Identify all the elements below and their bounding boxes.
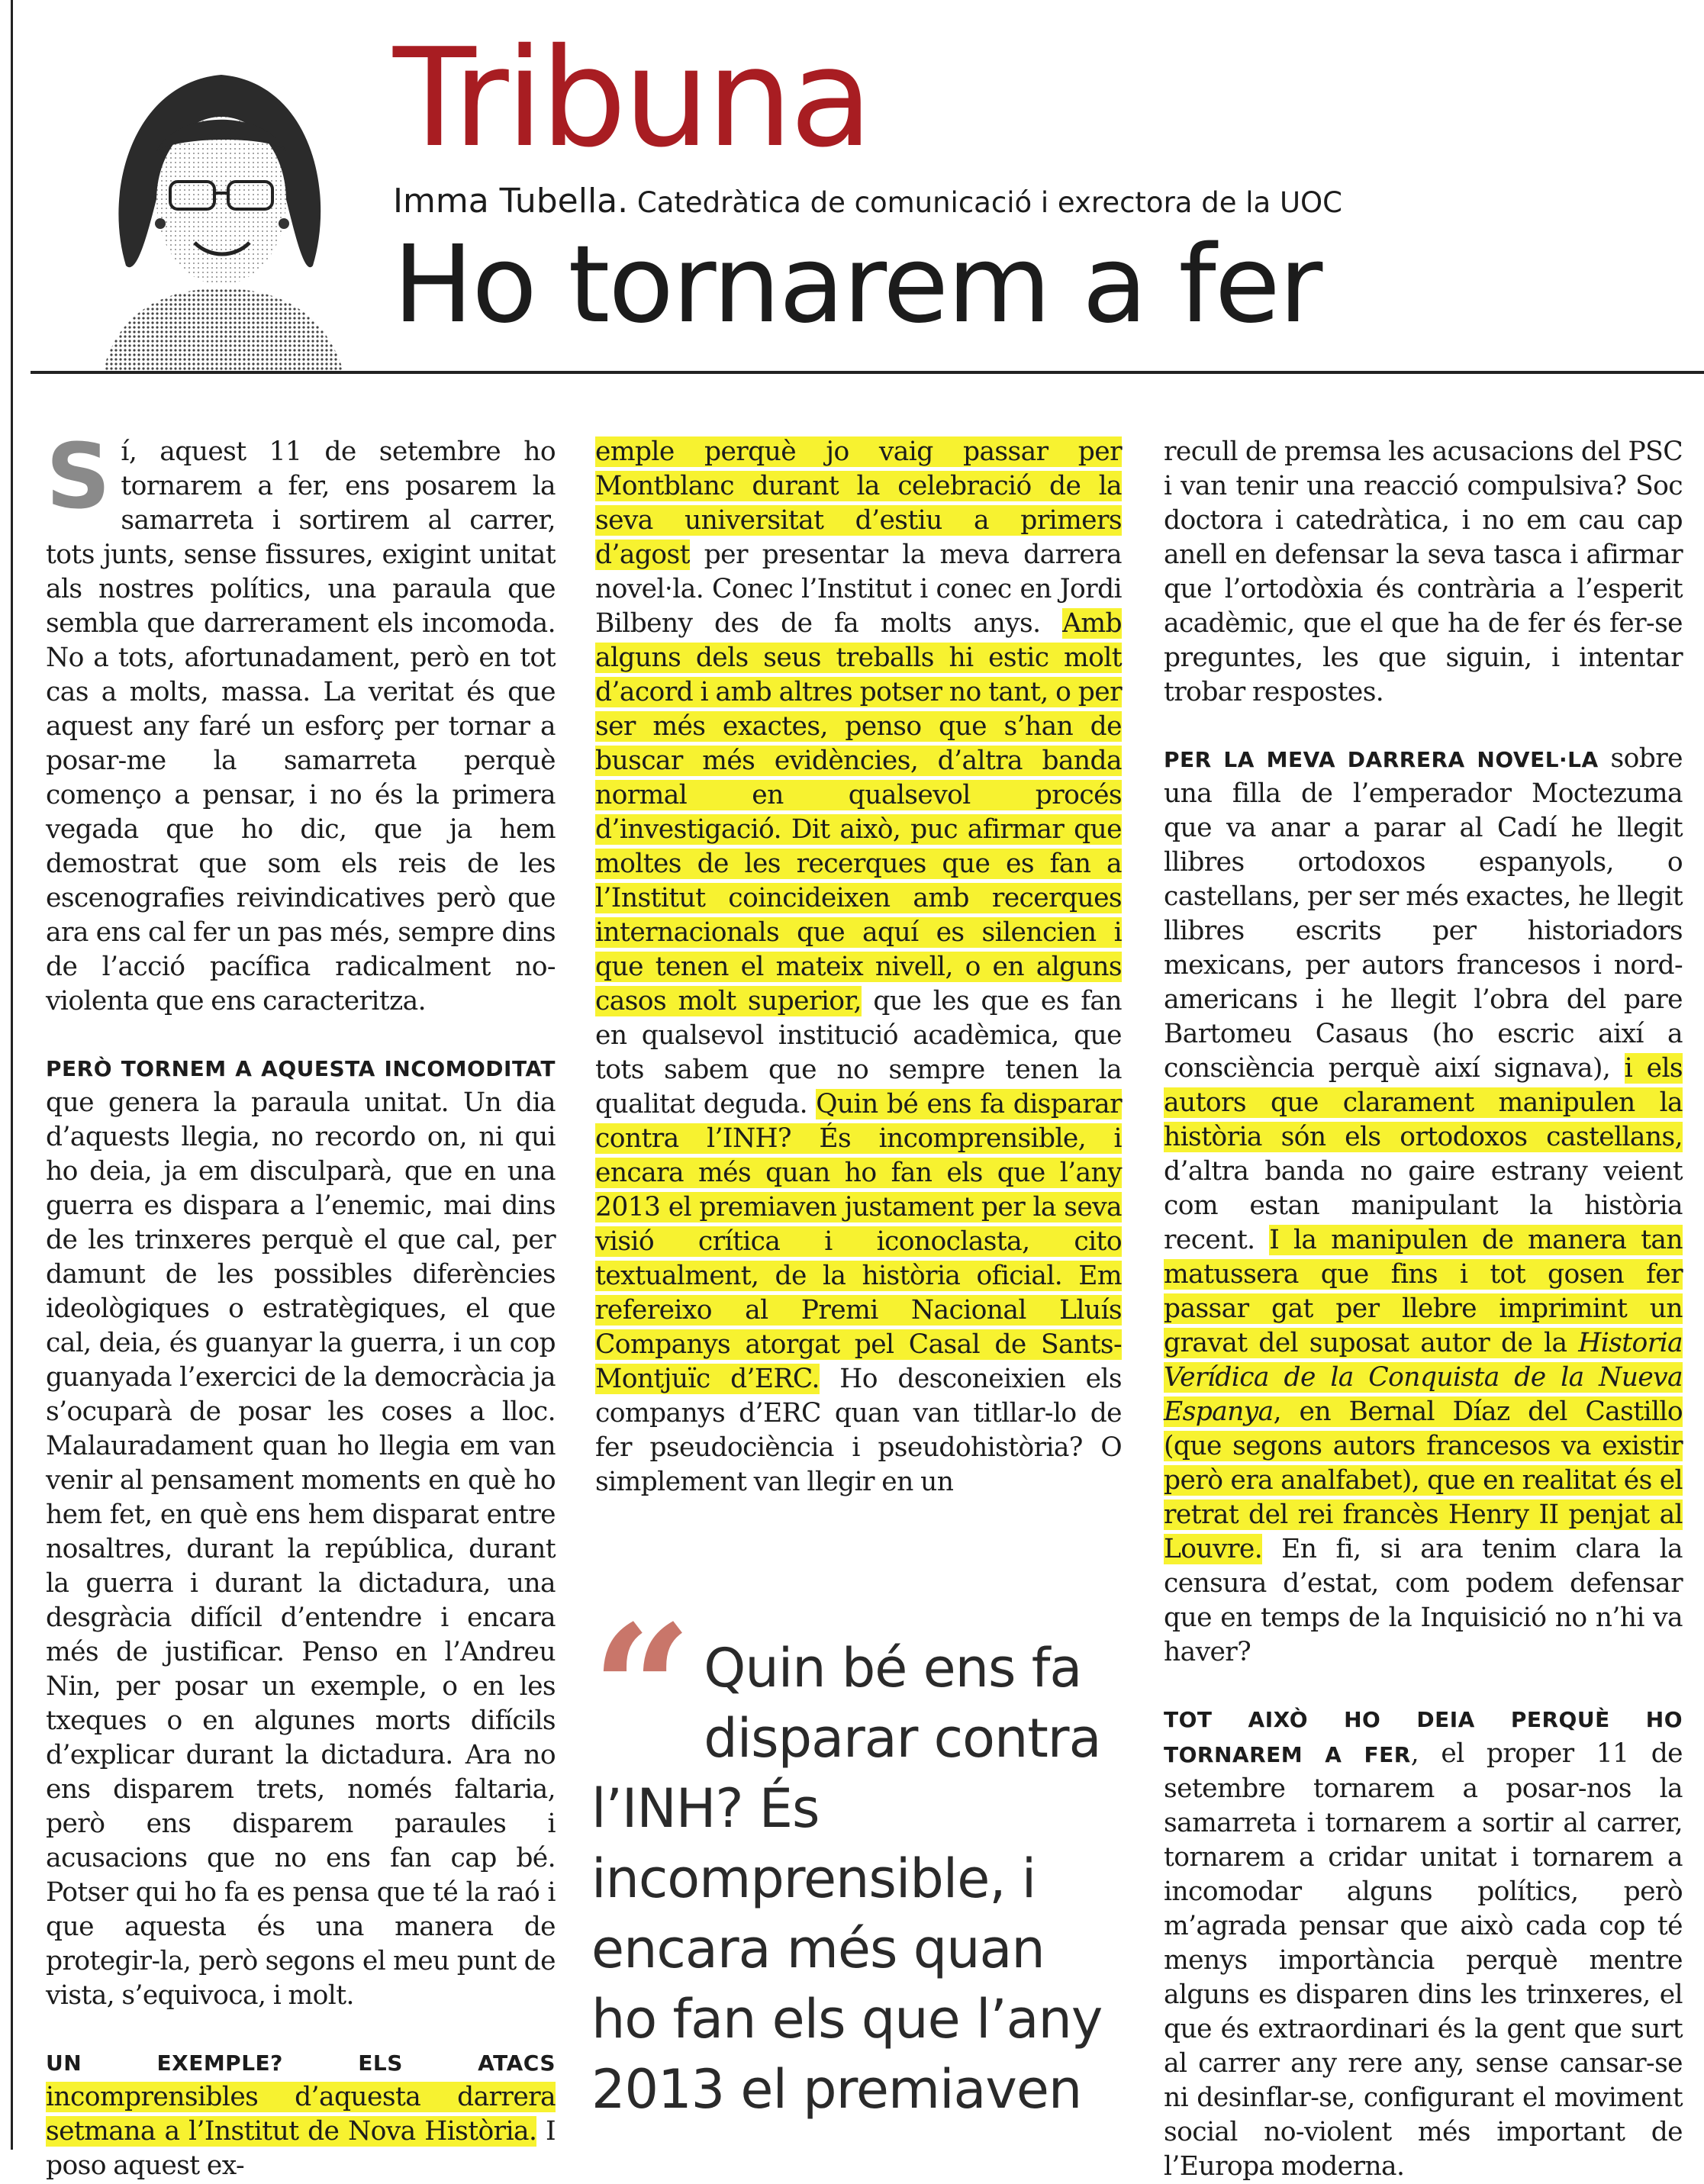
- paragraph: [46, 424, 556, 1019]
- highlighted-text: incomprensibles d’aquesta darrera setmana a l’Institut de Nova Història.: [46, 2082, 556, 2147]
- article-column-3: [1164, 435, 1683, 2184]
- highlighted-text-part: , en Bernal Díaz del Castillo (que segons autors francesos va existir però era analfabet), que en realitat és el retrat del rei francès Henry II penjat al Louvre.: [1164, 1396, 1683, 1564]
- article-headline: Ho tornarem a fer: [393, 223, 1322, 347]
- highlighted-text: Amb alguns dels seus treballs hi estic molt d’acord i amb altres potser no tant, o per ser més exactes, penso que s’han de buscar més evidències, d’altra banda normal en qualsevol procés d’investigació. Dit això, puc afirmar que moltes de les recerques que es fan a l’Institut coincideixen amb recerques internacionals que aquí es silencien i que tenen el mateix nivell, o en alguns casos molt superior,: [595, 608, 1122, 1016]
- paragraph-text: I poso aquest ex-: [46, 2116, 556, 2181]
- paragraph: [595, 435, 1122, 1499]
- paragraph-lead: PERÒ TORNEM A AQUESTA INCOMODITAT: [46, 1056, 556, 1081]
- paragraph-text: sobre una filla de l’emperador Moctezuma que va anar a parar al Cadí he llegit llibres ortodoxos espanyols, o castellans, per ser més exactes, he llegit llibres escrits per historiadors mexicans, per autors francesos i nord-americans i he llegit l’obra del pare Bartomeu Casaus (ho escric així a consciència perquè així signava),: [1164, 743, 1683, 1084]
- paragraph-text: que genera la paraula unitat. Un dia d’aquests llegia, no recordo on, ni qui ho deia, ja em disculparà, que en una guerra es dispara a l’enemic, mai dins de les trinxeres perquè el que cal, per damunt de les possibles diferències ideològiques o estratègiques, el que cal, deia, és guanyar la guerra, i un cop guanyada l’exercici de la democràcia ja s’ocuparà de posar les coses a lloc. Malauradament quan ho llegia em van venir al pensament moments en què ho hem fet, en què ens hem disparat entre nosaltres, durant la república, durant la guerra i durant la dictadura, una desgràcia difícil d’entendre i encara més de justificar. Penso en l’Andreu Nin, per posar un exemple, o en les txeques o en algunes morts difícils d’explicar durant la dictadura. Ara no ens disparem trets, només faltaria, però ens disparem paraules i acusacions que no ens fan cap bé. Potser qui ho fa es pensa que té la raó i que aquesta és una manera de protegir-la, però segons el meu punt de vista, s’equivoca, i molt.: [46, 1087, 556, 2011]
- paragraph: [46, 2045, 556, 2183]
- author-photo: [72, 37, 370, 371]
- paragraph-text: per presentar la meva darrera novel·la. Conec l’Institut i conec en Jordi Bilbeny des de fa molts anys.: [595, 540, 1122, 639]
- section-title: Tribuna: [393, 19, 870, 177]
- article-column-1: [46, 424, 556, 2183]
- article-column-2: [595, 435, 1122, 1499]
- quote-mark-icon: “: [591, 1587, 692, 1793]
- highlighted-text: [1164, 1225, 1683, 1564]
- highlighted-text: Quin bé ens fa disparar contra l’INH? És incomprensible, i encara més quan ho fan els que l’any 2013 el premiaven justament per la seva visió crítica i iconoclasta, cito textualment, de la història oficial. Em refereixo al Premi Nacional Lluís Companys atorgat pel Casal de Sants-Montjuïc d’ERC.: [595, 1089, 1122, 1394]
- byline: [393, 182, 1342, 221]
- drop-cap: S: [46, 424, 111, 529]
- paragraph-text: , el proper 11 de setembre tornarem a posar-nos la samarreta i tornarem a sortir al carrer, tornarem a cridar unitat i tornarem a incomodar alguns polítics, però m’agrada pensar que això cada cop té menys importància perquè mentre alguns es disparen dins les trinxeres, el que és extraordinari és la gent que surt al carrer any rere any, sense cansar-se ni desinflar-se, configurant el moviment social no-violent més important de l’Europa moderna.: [1164, 1738, 1683, 2182]
- paragraph-text: En fi, si ara tenim clara la censura d’estat, com podem defensar que en temps de la Inquisició no n’hi va haver?: [1164, 1534, 1683, 1667]
- paragraph-text: Ho desconeixien els companys d’ERC quan van titllar-lo de fer pseudociència i pseudohistòria? O simplement van llegir en un: [595, 1364, 1123, 1497]
- paragraph-lead: UN EXEMPLE? ELS ATACS: [46, 2050, 556, 2076]
- highlighted-text: i els autors que clarament manipulen la història són els ortodoxos castellans,: [1164, 1053, 1683, 1152]
- paragraph: [1164, 1702, 1683, 2184]
- pull-quote-text: Quin bé ens fa disparar contra l’INH? És incomprensible, i encara més quan ho fan els que l’any 2013 el premiaven: [591, 1637, 1103, 2121]
- paragraph: [1164, 435, 1683, 710]
- header-divider: [31, 371, 1704, 374]
- paragraph-text: í, aquest 11 de setembre ho tornarem a fer, ens posarem la samarreta i sortirem al carrer, tots junts, sense fissures, exigint unitat als nostres polítics, una paraula que sembla que darrerament els incomoda. No a tots, afortunadament, però en tot cas a molts, massa. La veritat és que aquest any faré un esforç per tornar a posar-me la samarreta perquè començo a pensar, i no és la primera vegada que ho dic, que ja hem demostrat que som els reis de les escenografies reivindicatives però que ara ens cal fer un pas més, sempre dins de l’acció pacífica radicalment no-violenta que ens caracteritza.: [46, 436, 556, 1016]
- paragraph: [46, 1051, 556, 2013]
- paragraph-text: d’altra banda no gaire estrany veient com estan manipulant la història recent.: [1164, 1156, 1683, 1255]
- author-role: Catedràtica de comunicació i exrectora de la UOC: [636, 186, 1342, 219]
- paragraph-lead: PER LA MEVA DARRERA NOVEL·LA: [1164, 747, 1599, 772]
- paragraph-text: que les que es fan en qualsevol institució acadèmica, que tots sabem que no sempre tenen la qualitat deguda.: [595, 986, 1122, 1119]
- book-title: Historia Verídica de la Conquista de la Nueva Espanya: [1164, 1328, 1683, 1427]
- paragraph-lead: TOT AIXÒ HO DEIA PERQUÈ HO TORNAREM A FER: [1164, 1707, 1683, 1767]
- highlighted-text-part: I la manipulen de manera tan matussera que fins i tot gosen fer passar gat per llebre imprimint un gravat del suposat autor de la: [1164, 1225, 1683, 1358]
- author-name: Imma Tubella.: [393, 182, 629, 221]
- paragraph: [1164, 742, 1683, 1670]
- left-margin-rule: [11, 0, 13, 2150]
- pull-quote: [591, 1587, 1126, 2124]
- highlighted-text: emple perquè jo vaig passar per Montblanc durant la celebració de la seva universitat d’estiu a primers d’agost: [595, 436, 1122, 570]
- paragraph-text: recull de premsa les acusacions del PSC i van tenir una reacció compulsiva? Soc doctora i catedràtica, i no em cau cap anell en defensar la seva tasca i afirmar que l’ortodòxia és contrària a l’esperit acadèmic, que el que ha de fer és fer-se preguntes, les que siguin, i intentar trobar respostes.: [1164, 436, 1683, 707]
